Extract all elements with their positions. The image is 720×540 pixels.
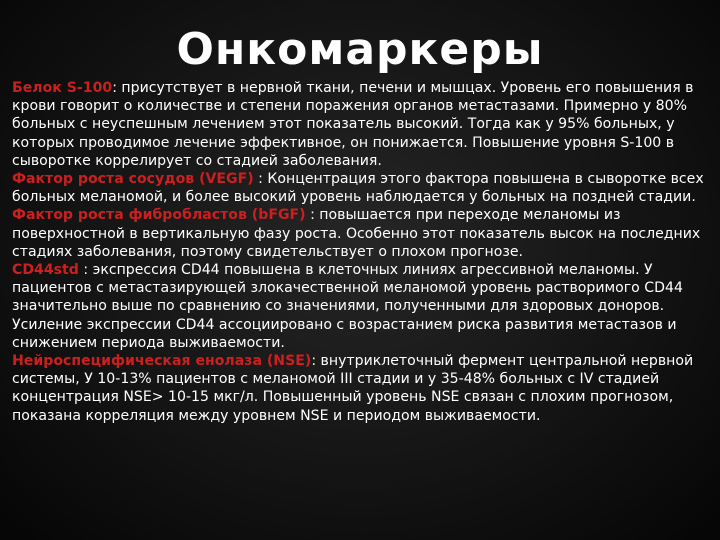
term-cd44: CD44std [12, 262, 79, 279]
slide-title: Онкомаркеры [176, 24, 544, 75]
text-s100: : присутствует в нервной ткани, печени и мышцах. Уровень его повышения в крови говорит о количестве и степени поражения органов метастазами. Примерно у 80% больных с неуспешным лечением этот показатель высокий. Тогда как у 95% больных, у которых проводимое лечение эффективное, он понижается. Повышение уровня S-100 в сыворотке коррелирует со стадией заболевания. [12, 80, 694, 169]
text-vegf: : Концентрация этого фактора повышена в сыворотке всех больных меланомой, и более высокий уровень наблюдается у больных на поздней стадии. [12, 171, 704, 206]
slide-body [12, 79, 712, 425]
term-vegf: Фактор роста сосудов (VEGF) [12, 171, 254, 188]
text-cd44: : экспрессия CD44 повышена в клеточных линиях агрессивной меланомы. У пациентов с метастазирующей злокачественной меланомой уровень растворимого CD44 значительно выше по сравнению со значениями, полученными для здоровых доноров. Усиление экспрессии CD44 ассоциировано с возрастанием риска развития метастазов и снижением периода выживаемости. [12, 262, 683, 351]
paragraph-vegf [12, 170, 712, 206]
paragraph-s100 [12, 79, 712, 170]
paragraph-bfgf [12, 206, 712, 261]
text-nse: : внутриклеточный фермент центральной нервной системы, У 10-13% пациентов с меланомой III стадии и у 35-48% больных с IV стадией концентрация NSE> 10-15 мкг/л. Повышенный уровень NSE связан с плохим прогнозом, показана корреляция между уровнем NSE и периодом выживаемости. [12, 353, 694, 424]
term-bfgf: Фактор роста фибробластов (bFGF) [12, 207, 306, 224]
text-bfgf: : повышается при переходе меланомы из поверхностной в вертикальную фазу роста. Особенно этот показатель высок на последних стадиях заболевания, поэтому свидетельствует о плохом прогнозе. [12, 207, 701, 260]
paragraph-cd44 [12, 261, 712, 352]
term-nse: Нейроспецифическая енолаза (NSE) [12, 353, 312, 370]
paragraph-nse [12, 352, 712, 425]
term-s100: Белок S-100 [12, 80, 113, 96]
